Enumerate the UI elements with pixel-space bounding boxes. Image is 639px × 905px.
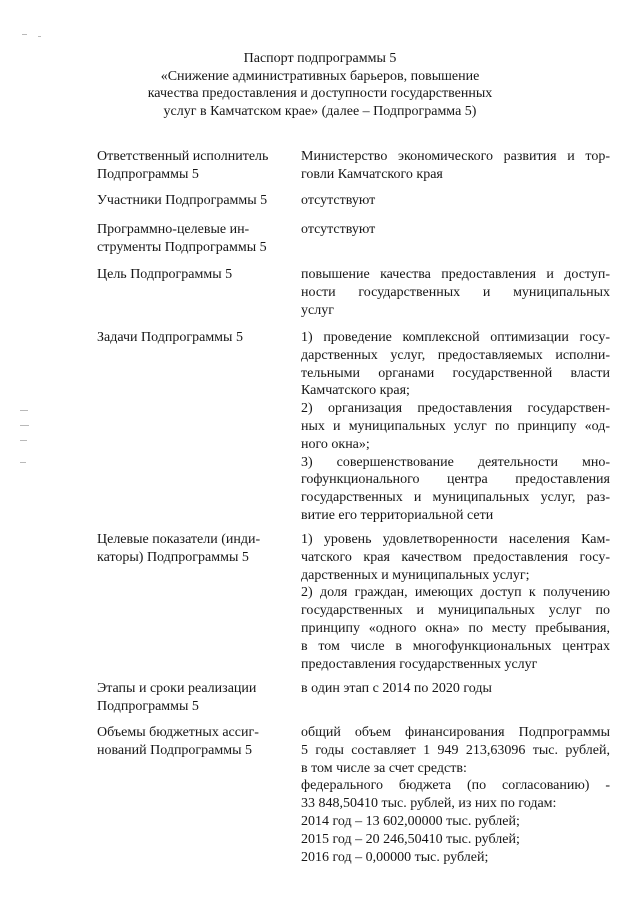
value-line: дарственных услуг, предоставляемых исполни-: [301, 347, 610, 363]
value-line: говли Камчатского края: [301, 166, 443, 182]
value-line: в том числе за счет средств:: [301, 760, 467, 776]
value-line: 1) уровень удовлетворенности населения Кам-: [301, 532, 610, 547]
scan-mark: [20, 410, 28, 411]
value-line: 2015 год – 20 246,50410 тыс. рублей;: [301, 831, 520, 847]
label-line: Подпрограммы 5: [97, 166, 199, 182]
scan-mark: [20, 462, 26, 463]
document-title: [90, 50, 550, 120]
label-line: нований Подпрограммы 5: [97, 742, 253, 758]
row-value: [301, 221, 610, 239]
label-line: Участники Подпрограммы 5: [97, 193, 268, 208]
value-line: государственных и муниципальных услуг, раз-: [301, 490, 610, 506]
row-value: [301, 680, 610, 698]
row-label: [97, 680, 287, 716]
scan-mark: [20, 440, 27, 441]
row-value: [301, 531, 610, 673]
value-line: 2) доля граждан, имеющих доступ к получению: [301, 585, 610, 601]
title-line: «Снижение административных барьеров, повышение: [160, 68, 480, 84]
value-line: отсутствуют: [301, 222, 376, 237]
value-line: ных и муниципальных услуг по принципу «од-: [301, 418, 610, 434]
value-line: принципу «одного окна» по месту пребывания,: [301, 620, 610, 636]
value-line: ности государственных и муниципальных: [301, 284, 610, 300]
scan-mark: [20, 425, 29, 426]
row-label: [97, 266, 287, 284]
row-label: [97, 148, 287, 184]
row-value: [301, 329, 610, 525]
label-line: Цель Подпрограммы 5: [97, 267, 233, 282]
label-line: Программно-целевые ин-: [97, 222, 250, 237]
row-value: [301, 192, 610, 210]
title-line: Паспорт подпрограммы 5: [243, 51, 397, 66]
label-line: струменты Подпрограммы 5: [97, 239, 267, 255]
title-line: качества предоставления и доступности государственных: [147, 86, 493, 101]
value-line: общий объем финансирования Подпрограммы: [301, 725, 610, 740]
value-line: дарственных и муниципальных услуг;: [301, 567, 530, 583]
value-line: ного окна»;: [301, 436, 370, 452]
value-line: чатского края качеством предоставления госу-: [301, 549, 610, 565]
label-line: Этапы и сроки реализации: [97, 681, 257, 696]
value-line: предоставления государственных услуг: [301, 656, 538, 672]
row-value: [301, 266, 610, 319]
value-line: 2016 год – 0,00000 тыс. рублей;: [301, 849, 489, 865]
row-value: [301, 148, 610, 184]
value-line: Камчатского края;: [301, 383, 410, 399]
value-line: повышение качества предоставления и доступ-: [301, 267, 610, 282]
value-line: в том числе в многофункциональных центрах: [301, 638, 610, 654]
row-label: [97, 221, 287, 257]
value-line: услуг: [301, 302, 334, 318]
value-line: витие его территориальной сети: [301, 507, 494, 523]
label-line: Целевые показатели (инди-: [97, 532, 261, 547]
value-line: Министерство экономического развития и тор-: [301, 149, 610, 164]
label-line: Подпрограммы 5: [97, 698, 199, 714]
row-value: [301, 724, 610, 866]
label-line: Ответственный исполнитель: [97, 149, 269, 164]
value-line: государственных и муниципальных услуг по: [301, 603, 610, 619]
scan-mark: [22, 34, 27, 35]
value-line: отсутствуют: [301, 193, 376, 208]
row-label: [97, 329, 287, 347]
row-label: [97, 531, 287, 567]
value-line: 2014 год – 13 602,00000 тыс. рублей;: [301, 813, 520, 829]
value-line: 33 848,50410 тыс. рублей, из них по годам:: [301, 796, 557, 812]
value-line: 5 годы составляет 1 949 213,63096 тыс. рублей,: [301, 742, 610, 758]
value-line: 1) проведение комплексной оптимизации госу-: [301, 330, 610, 345]
value-line: 3) совершенствование деятельности мно-: [301, 454, 610, 470]
value-line: в один этап с 2014 по 2020 годы: [301, 681, 492, 696]
value-line: федерального бюджета (по согласованию) -: [301, 778, 610, 794]
label-line: Объемы бюджетных ассиг-: [97, 725, 259, 740]
value-line: гофункционального центра предоставления: [301, 472, 610, 488]
label-line: Задачи Подпрограммы 5: [97, 330, 243, 345]
value-line: 2) организация предоставления государствен-: [301, 401, 610, 417]
row-label: [97, 724, 287, 760]
row-label: [97, 192, 287, 210]
label-line: каторы) Подпрограммы 5: [97, 549, 249, 565]
title-line: услуг в Камчатском крае» (далее – Подпрограмма 5): [163, 103, 477, 119]
scan-mark: [38, 36, 41, 37]
value-line: тельными органами государственной власти: [301, 365, 610, 381]
